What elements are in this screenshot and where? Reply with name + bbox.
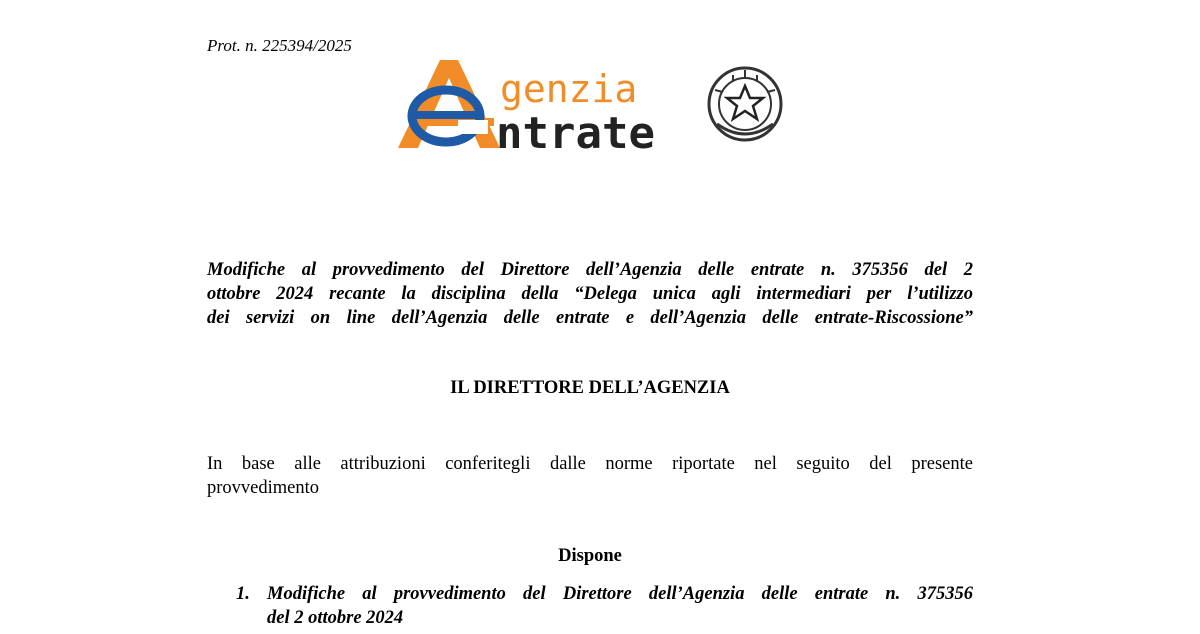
title-line-3: dei servizi on line dell’Agenzia delle entrate e dell’Agenzia delle entrate-Riscossione”: [207, 308, 973, 328]
protocol-number: Prot. n. 225394/2025: [207, 36, 352, 55]
logo-word-genzia: genzia: [500, 67, 638, 111]
list-item: [236, 582, 973, 630]
list-item-line-2: del 2 ottobre 2024: [267, 608, 404, 628]
body-line-2: provvedimento: [207, 478, 320, 498]
list-item-number: 1.: [236, 584, 250, 604]
agenzia-entrate-logo: [388, 56, 788, 156]
star-icon: [727, 86, 763, 119]
republic-emblem: [709, 68, 781, 140]
list-item-line-1: Modifiche al provvedimento del Direttore dell’Agenzia delle entrate n. 375356: [267, 584, 973, 604]
body-line-1: In base alle attribuzioni conferitegli dalle norme riportate nel seguito del presente: [207, 454, 973, 474]
title-line-1: Modifiche al provvedimento del Direttore dell’Agenzia delle entrate n. 375356 del 2: [207, 260, 973, 280]
list-item-text: [267, 582, 973, 630]
section-heading: IL DIRETTORE DELL’AGENZIA: [450, 378, 730, 398]
dispone-heading: Dispone: [558, 546, 622, 566]
document-title: [207, 258, 973, 330]
logo-word-ntrate: ntrate: [496, 108, 655, 156]
title-line-2: ottobre 2024 recante la disciplina della “Delega unica agli intermediari per l’utilizzo: [207, 284, 973, 304]
body-paragraph: [207, 452, 973, 500]
